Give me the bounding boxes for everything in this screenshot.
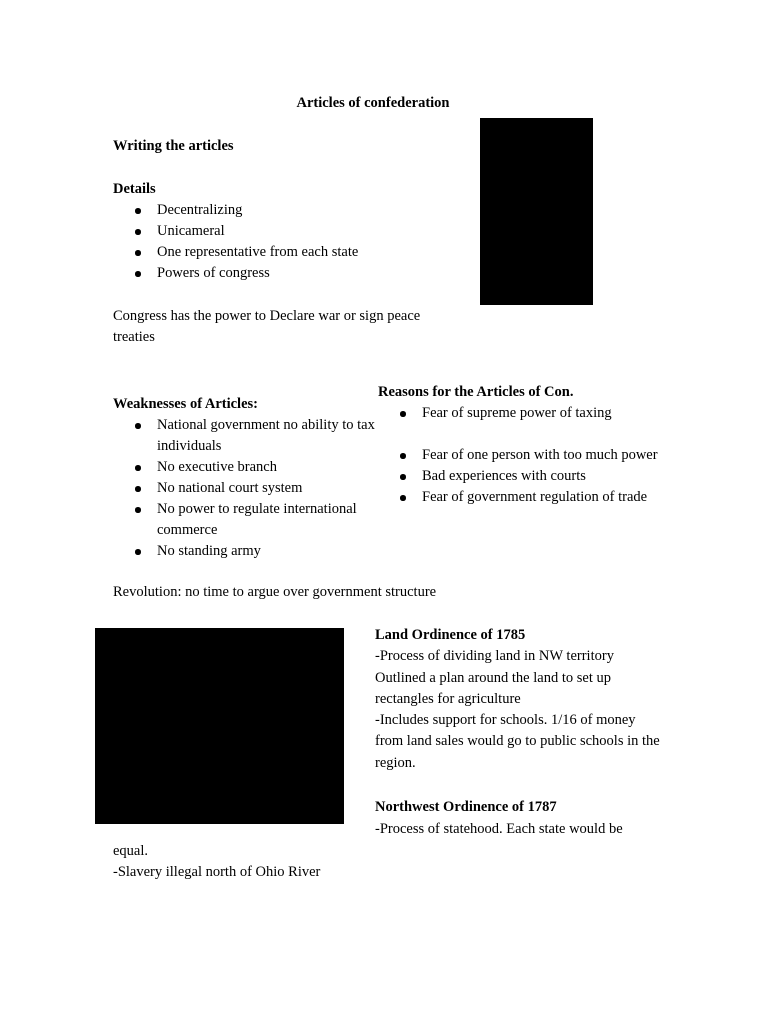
list-item: No national court system bbox=[113, 478, 378, 499]
list-item: Bad experiences with courts bbox=[378, 466, 698, 487]
list-item: No executive branch bbox=[113, 457, 378, 478]
land-ordinance-heading: Land Ordinence of 1785 bbox=[375, 627, 526, 643]
reasons-list bbox=[378, 403, 698, 508]
weaknesses-section bbox=[113, 394, 378, 562]
northwest-line-1: -Process of statehood. Each state would be bbox=[375, 821, 623, 837]
details-list bbox=[113, 200, 443, 284]
northwest-ordinance-heading: Northwest Ordinence of 1787 bbox=[375, 799, 557, 815]
northwest-line-2: -Slavery illegal north of Ohio River bbox=[113, 864, 321, 880]
list-item: No power to regulate international commerce bbox=[113, 499, 378, 541]
list-item: Fear of government regulation of trade bbox=[378, 487, 698, 508]
land-line: -Process of dividing land in NW territory bbox=[375, 648, 614, 665]
redacted-image-top bbox=[480, 118, 593, 305]
document-title: Articles of confederation bbox=[296, 95, 450, 111]
list-item: Fear of one person with too much power bbox=[378, 445, 698, 466]
reasons-section bbox=[378, 382, 698, 508]
list-item: Decentralizing bbox=[113, 200, 443, 221]
list-item: National government no ability to tax individuals bbox=[113, 415, 378, 457]
land-ordinance-section bbox=[375, 625, 660, 774]
weaknesses-list bbox=[113, 415, 378, 562]
list-item: Powers of congress bbox=[113, 263, 443, 284]
northwest-line-1-cont: equal. bbox=[113, 843, 149, 859]
revolution-text: Revolution: no time to argue over government structure bbox=[113, 584, 437, 600]
list-item: No standing army bbox=[113, 541, 378, 562]
list-item: Unicameral bbox=[113, 221, 443, 242]
details-section bbox=[113, 179, 443, 284]
land-line: -Includes support for schools. 1/16 of money from land sales would go to public schools in the region. bbox=[375, 712, 660, 771]
land-line: Outlined a plan around the land to set up rectangles for agriculture bbox=[375, 669, 611, 707]
details-heading: Details bbox=[113, 181, 156, 197]
list-item: Fear of supreme power of taxing bbox=[378, 403, 698, 424]
redacted-image-bottom bbox=[95, 628, 344, 824]
weaknesses-heading: Weaknesses of Articles: bbox=[113, 396, 258, 412]
reasons-heading: Reasons for the Articles of Con. bbox=[378, 384, 574, 400]
list-item: One representative from each state bbox=[113, 242, 443, 263]
writing-heading: Writing the articles bbox=[113, 138, 234, 154]
congress-text: Congress has the power to Declare war or sign peace treaties bbox=[113, 308, 421, 345]
